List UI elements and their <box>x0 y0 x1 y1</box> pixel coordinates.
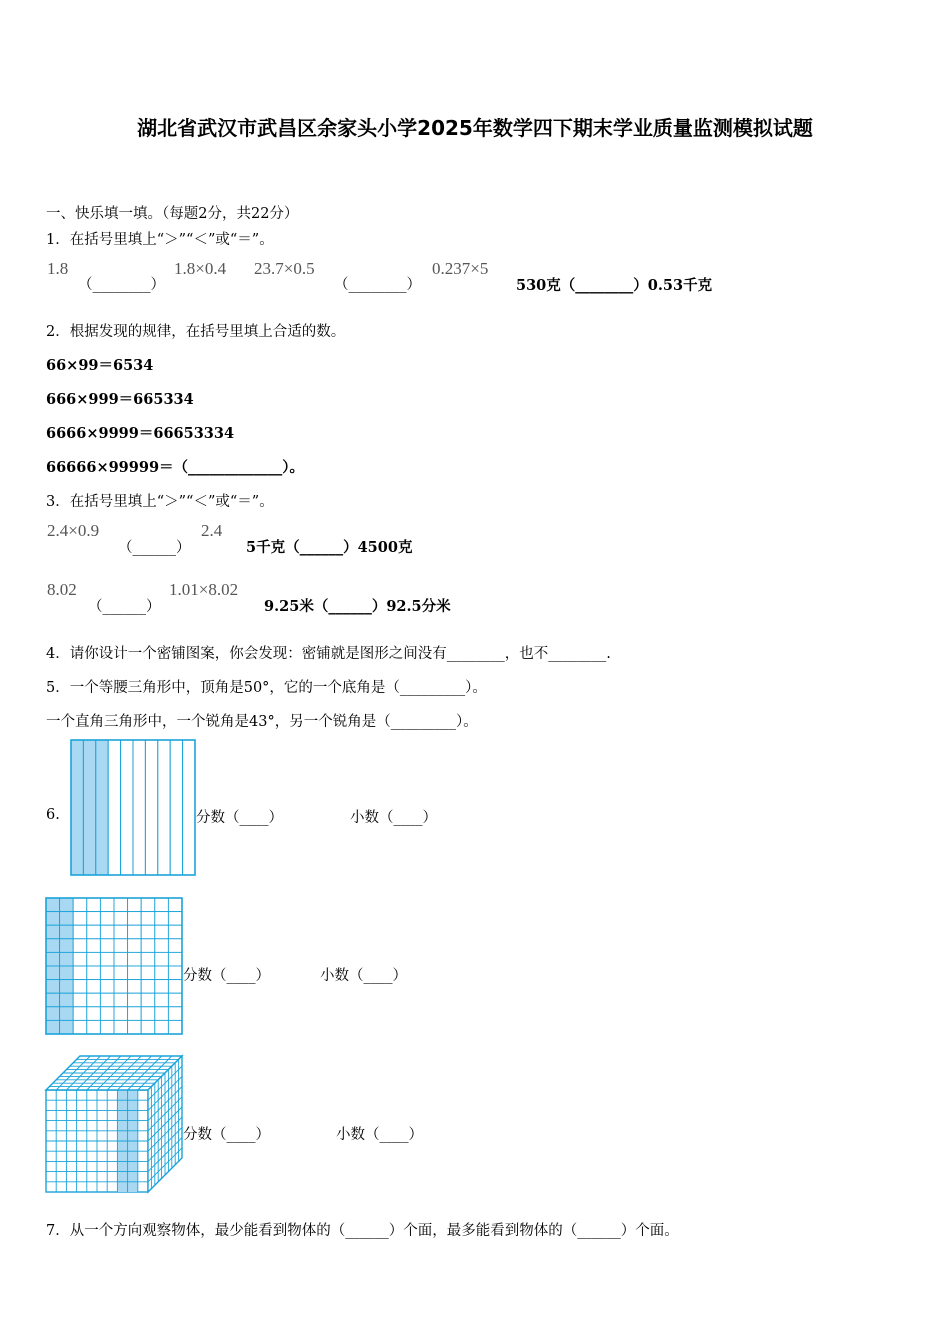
fig3-decimal[interactable]: 小数（____） <box>336 1127 423 1143</box>
q5-line-2: 一个直角三角形中，一个锐角是43°，另一个锐角是（_________）。 <box>46 714 478 730</box>
hundredth-cell <box>60 966 74 980</box>
hundredth-cell <box>60 1020 74 1034</box>
hundredth-cell <box>155 912 169 926</box>
hundredth-cell <box>114 1020 128 1034</box>
hundredth-cell <box>155 1007 169 1021</box>
hundredth-cell <box>100 966 114 980</box>
q1-c: 530克（________）0.53千克 <box>516 277 713 294</box>
hundredth-cell <box>114 993 128 1007</box>
tenth-strip <box>96 740 108 875</box>
fig2-decimal[interactable]: 小数（____） <box>320 968 407 984</box>
hundredth-cell <box>100 952 114 966</box>
q3-c-left: 8.02 <box>47 580 77 599</box>
hundredth-cell <box>46 1020 60 1034</box>
hundredth-cell <box>128 939 142 953</box>
hundredth-cell <box>46 912 60 926</box>
page-title: 湖北省武汉市武昌区余家头小学2025年数学四下期末学业质量监测模拟试题 <box>137 116 813 140</box>
hundredth-cell <box>168 966 182 980</box>
hundredth-cell <box>141 993 155 1007</box>
hundredth-cell <box>60 898 74 912</box>
hundredth-cell <box>114 952 128 966</box>
hundredth-cell <box>46 1007 60 1021</box>
hundredth-cell <box>73 966 87 980</box>
hundredth-cell <box>60 939 74 953</box>
q1-b-left: 23.7×0.5 <box>254 259 315 278</box>
hundredth-cell <box>155 952 169 966</box>
hundredth-cell <box>100 939 114 953</box>
q2-line-1: 66×99＝6534 <box>46 357 154 374</box>
tenth-strip <box>133 740 145 875</box>
hundredth-cell <box>46 925 60 939</box>
hundredth-cell <box>141 952 155 966</box>
q1-b-right: 0.237×5 <box>432 259 489 278</box>
hundredth-cell <box>87 1007 101 1021</box>
tenth-strip <box>83 740 95 875</box>
q3-a-left: 2.4×0.9 <box>47 521 100 540</box>
q2-line-2: 666×999＝665334 <box>46 391 194 408</box>
hundredth-cell <box>141 925 155 939</box>
hundredth-cell <box>168 1020 182 1034</box>
hundredth-cell <box>46 993 60 1007</box>
fig2-fraction[interactable]: 分数（____） <box>183 968 270 984</box>
hundredth-cell <box>60 912 74 926</box>
hundredth-cell <box>114 1007 128 1021</box>
hundredth-cell <box>155 966 169 980</box>
hundredth-cell <box>141 966 155 980</box>
hundredth-cell <box>128 912 142 926</box>
q4-prompt: 4．请你设计一个密铺图案，你会发现：密铺就是图形之间没有________，也不________. <box>46 646 611 662</box>
tenth-strip <box>71 740 83 875</box>
hundredth-cell <box>60 980 74 994</box>
q1-a-blank[interactable]: （________） <box>78 277 165 293</box>
hundredth-cell <box>73 925 87 939</box>
hundredth-cell <box>100 1007 114 1021</box>
hundredth-cell <box>100 1020 114 1034</box>
hundredth-cell <box>87 898 101 912</box>
fig1-decimal[interactable]: 小数（____） <box>350 810 437 826</box>
q3-a-right: 2.4 <box>201 521 223 540</box>
hundredth-cell <box>87 952 101 966</box>
hundredth-cell <box>128 980 142 994</box>
hundredth-cell <box>46 939 60 953</box>
hundredth-cell <box>141 1007 155 1021</box>
hundredth-cell <box>155 993 169 1007</box>
hundredth-cell <box>114 925 128 939</box>
hundredth-cell <box>168 952 182 966</box>
hundredth-cell <box>128 1020 142 1034</box>
q2-line-4: 66666×99999＝（_____________）。 <box>46 459 305 476</box>
q5-line-1: 5．一个等腰三角形中，顶角是50°，它的一个底角是（_________）。 <box>46 680 487 696</box>
q1-b-blank[interactable]: （________） <box>334 277 421 293</box>
q3-d: 9.25米（______）92.5分米 <box>264 598 451 615</box>
q3-a-blank[interactable]: （______） <box>118 540 191 556</box>
hundredth-cell <box>87 912 101 926</box>
tenth-strip <box>108 740 120 875</box>
hundredth-cell <box>114 939 128 953</box>
tenth-strip <box>170 740 182 875</box>
hundredth-cell <box>141 912 155 926</box>
hundredth-cell <box>73 939 87 953</box>
hundredth-cell <box>46 980 60 994</box>
hundredth-cell <box>100 925 114 939</box>
hundredth-cell <box>100 980 114 994</box>
hundredth-cell <box>168 939 182 953</box>
hundredth-cell <box>73 980 87 994</box>
q3-b: 5千克（______）4500克 <box>246 539 413 556</box>
q1-a-right: 1.8×0.4 <box>174 259 227 278</box>
hundredth-cell <box>60 1007 74 1021</box>
hundredth-cell <box>128 925 142 939</box>
q2-prompt: 2．根据发现的规律，在括号里填上合适的数。 <box>46 324 346 340</box>
hundredth-cell <box>87 980 101 994</box>
hundredth-cell <box>128 898 142 912</box>
hundredth-cell <box>87 993 101 1007</box>
hundredth-cell <box>46 952 60 966</box>
fig1-fraction[interactable]: 分数（____） <box>196 810 283 826</box>
hundredth-cell <box>73 1020 87 1034</box>
hundredth-cell <box>155 898 169 912</box>
tenth-strip <box>158 740 170 875</box>
hundredth-cell <box>168 1007 182 1021</box>
hundredth-cell <box>168 912 182 926</box>
section-heading: 一、快乐填一填。（每题2分，共22分） <box>46 206 299 222</box>
q6-number: 6. <box>46 807 60 823</box>
q2-line-3: 6666×9999＝66653334 <box>46 425 235 442</box>
hundredth-cell <box>87 966 101 980</box>
hundredth-cell <box>73 993 87 1007</box>
hundredth-cell <box>141 898 155 912</box>
hundredth-cell <box>60 952 74 966</box>
q3-c-right: 1.01×8.02 <box>169 580 239 599</box>
hundredth-cell <box>155 980 169 994</box>
hundredth-cell <box>114 980 128 994</box>
hundredth-cell <box>168 898 182 912</box>
hundredth-cell <box>128 966 142 980</box>
hundredth-cell <box>73 1007 87 1021</box>
hundredth-cell <box>100 993 114 1007</box>
hundredth-cell <box>46 898 60 912</box>
thousandths-cube-figure <box>45 1055 183 1195</box>
hundredth-cell <box>87 1020 101 1034</box>
tenth-strip <box>183 740 195 875</box>
hundredth-cell <box>168 980 182 994</box>
hundredth-cell <box>128 952 142 966</box>
q3-prompt: 3．在括号里填上“＞”“＜”或“＝”。 <box>46 494 274 510</box>
hundredth-cell <box>87 925 101 939</box>
hundredth-cell <box>73 952 87 966</box>
hundredth-cell <box>168 993 182 1007</box>
hundredth-cell <box>141 1020 155 1034</box>
hundredths-figure <box>45 897 183 1035</box>
hundredth-cell <box>128 993 142 1007</box>
tenth-strip <box>121 740 133 875</box>
hundredth-cell <box>168 925 182 939</box>
fig3-fraction[interactable]: 分数（____） <box>183 1127 270 1143</box>
hundredth-cell <box>141 939 155 953</box>
hundredth-cell <box>141 980 155 994</box>
hundredth-cell <box>100 912 114 926</box>
hundredth-cell <box>155 1020 169 1034</box>
hundredth-cell <box>46 966 60 980</box>
hundredth-cell <box>60 993 74 1007</box>
hundredth-cell <box>114 898 128 912</box>
tenths-figure <box>70 739 196 876</box>
hundredth-cell <box>114 912 128 926</box>
q7-prompt: 7．从一个方向观察物体，最少能看到物体的（______）个面，最多能看到物体的（______）个面。 <box>46 1223 679 1239</box>
hundredth-cell <box>87 939 101 953</box>
hundredth-cell <box>73 898 87 912</box>
hundredth-cell <box>114 966 128 980</box>
hundredth-cell <box>73 912 87 926</box>
tenth-strip <box>145 740 157 875</box>
hundredth-cell <box>155 925 169 939</box>
q1-prompt: 1．在括号里填上“＞”“＜”或“＝”。 <box>46 232 274 248</box>
q3-c-blank[interactable]: （______） <box>88 599 161 615</box>
hundredth-cell <box>100 898 114 912</box>
hundredth-cell <box>155 939 169 953</box>
hundredth-cell <box>60 925 74 939</box>
q1-a-left: 1.8 <box>47 259 69 278</box>
hundredth-cell <box>128 1007 142 1021</box>
